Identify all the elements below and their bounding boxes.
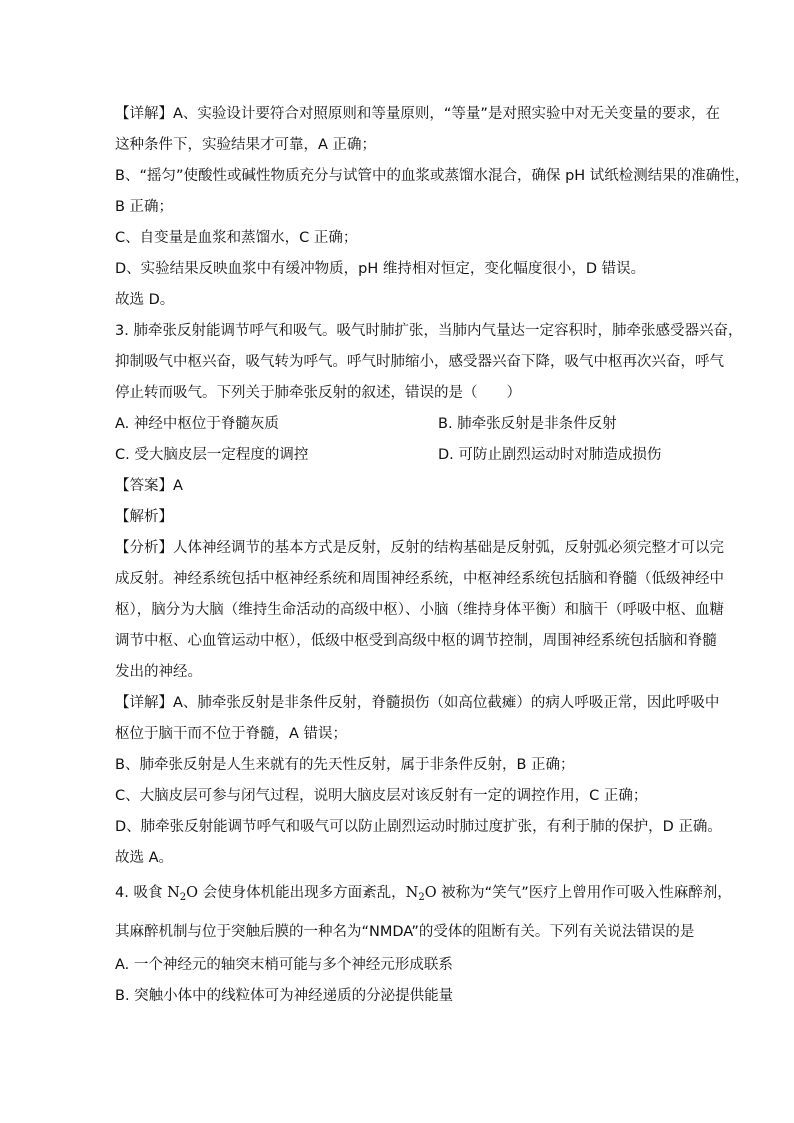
q3-option-a: A. 神经中枢位于脊髓灰质 bbox=[115, 416, 279, 432]
q3-detail-line-1: 【详解】A、肺牵张反射是非条件反射，脊髓损伤（如高位截瘫）的病人呼吸正常，因此呼吸中 bbox=[115, 695, 720, 711]
q3-option-d: D. 可防止剧烈运动时对肺造成损伤 bbox=[438, 447, 662, 463]
q3-analysis-line-1: 【分析】人体神经调节的基本方式是反射，反射的结构基础是反射弧，反射弧必须完整才可以完 bbox=[115, 540, 724, 556]
q3-answer: 【答案】A bbox=[115, 478, 183, 494]
q2-detail-line-5: C、自变量是血浆和蒸馏水，C 正确； bbox=[115, 230, 358, 246]
n2o-formula-2: $N_2O$ bbox=[405, 885, 437, 903]
q4-stem-text-a: 4. 吸食 bbox=[115, 885, 168, 901]
q3-conclusion: 故选 A。 bbox=[115, 850, 174, 866]
q2-detail-line-3: B、“摇匀”使酸性或碱性物质充分与试管中的血浆或蒸馏水混合，确保 pH 试纸检测结果的准确性， bbox=[115, 168, 750, 184]
q3-detail-line-5: D、肺牵张反射能调节呼气和吸气可以防止剧烈运动时肺过度扩张，有利于肺的保护，D 正确。 bbox=[115, 819, 722, 835]
q3-analysis-label: 【解析】 bbox=[115, 509, 173, 525]
q4-stem-line-1 bbox=[115, 883, 732, 905]
q2-detail-line-6: D、实验结果反映血浆中有缓冲物质，pH 维持相对恒定，变化幅度很小，D 错误。 bbox=[115, 261, 646, 277]
q3-option-c: C. 受大脑皮层一定程度的调控 bbox=[115, 447, 309, 463]
q3-stem-line-1: 3. 肺牵张反射能调节呼气和吸气。吸气时肺扩张，当肺内气量达一定容积时，肺牵张感受器兴奋， bbox=[115, 323, 743, 339]
q4-option-a: A. 一个神经元的轴突末梢可能与多个神经元形成联系 bbox=[115, 957, 453, 973]
q2-detail-line-1: 【详解】A、实验设计要符合对照原则和等量原则，“等量”是对照实验中对无关变量的要求，在 bbox=[115, 106, 720, 122]
q4-stem-text-c: 被称为“笑气”医疗上曾用作可吸入性麻醉剂， bbox=[436, 885, 732, 901]
q3-option-b: B. 肺牵张反射是非条件反射 bbox=[438, 416, 617, 432]
q2-detail-line-2: 这种条件下，实验结果才可靠，A 正确； bbox=[115, 137, 377, 153]
q4-option-b: B. 突触小体中的线粒体可为神经递质的分泌提供能量 bbox=[115, 988, 454, 1004]
q3-detail-line-3: B、肺牵张反射是人生来就有的先天性反射，属于非条件反射，B 正确； bbox=[115, 757, 575, 773]
q3-analysis-line-4: 调节中枢、心血管运动中枢），低级中枢受到高级中枢的调节控制，周围神经系统包括脑和脊髓 bbox=[115, 633, 717, 649]
n2o-formula: $N_2O$ bbox=[167, 885, 199, 903]
q2-conclusion: 故选 D。 bbox=[115, 292, 175, 308]
q3-stem-line-2: 抑制吸气中枢兴奋，吸气转为呼气。呼气时肺缩小，感受器兴奋下降，吸气中枢再次兴奋，呼气 bbox=[115, 354, 724, 370]
q3-analysis-line-3: 枢），脑分为大脑（维持生命活动的高级中枢）、小脑（维持身体平衡）和脑干（呼吸中枢、血糖 bbox=[115, 602, 724, 618]
q3-analysis-line-5: 发出的神经。 bbox=[115, 664, 202, 680]
q3-detail-line-4: C、大脑皮层可参与闭气过程，说明大脑皮层对该反射有一定的调控作用，C 正确； bbox=[115, 788, 648, 804]
q3-stem-line-3: 停止转而吸气。下列关于肺牵张反射的叙述，错误的是（ ） bbox=[115, 385, 521, 401]
q3-detail-line-2: 枢位于脑干而不位于脊髓，A 错误； bbox=[115, 726, 348, 742]
q3-analysis-line-2: 成反射。神经系统包括中枢神经系统和周围神经系统，中枢神经系统包括脑和脊髓（低级神经中 bbox=[115, 571, 724, 587]
q2-detail-line-4: B 正确； bbox=[115, 199, 174, 215]
q4-stem-text-b: 会使身体机能出现多方面紊乱， bbox=[198, 885, 406, 901]
q4-stem-line-2: 其麻醉机制与位于突触后膜的一种名为“NMDA”的受体的阻断有关。下列有关说法错误的是 bbox=[115, 924, 695, 940]
